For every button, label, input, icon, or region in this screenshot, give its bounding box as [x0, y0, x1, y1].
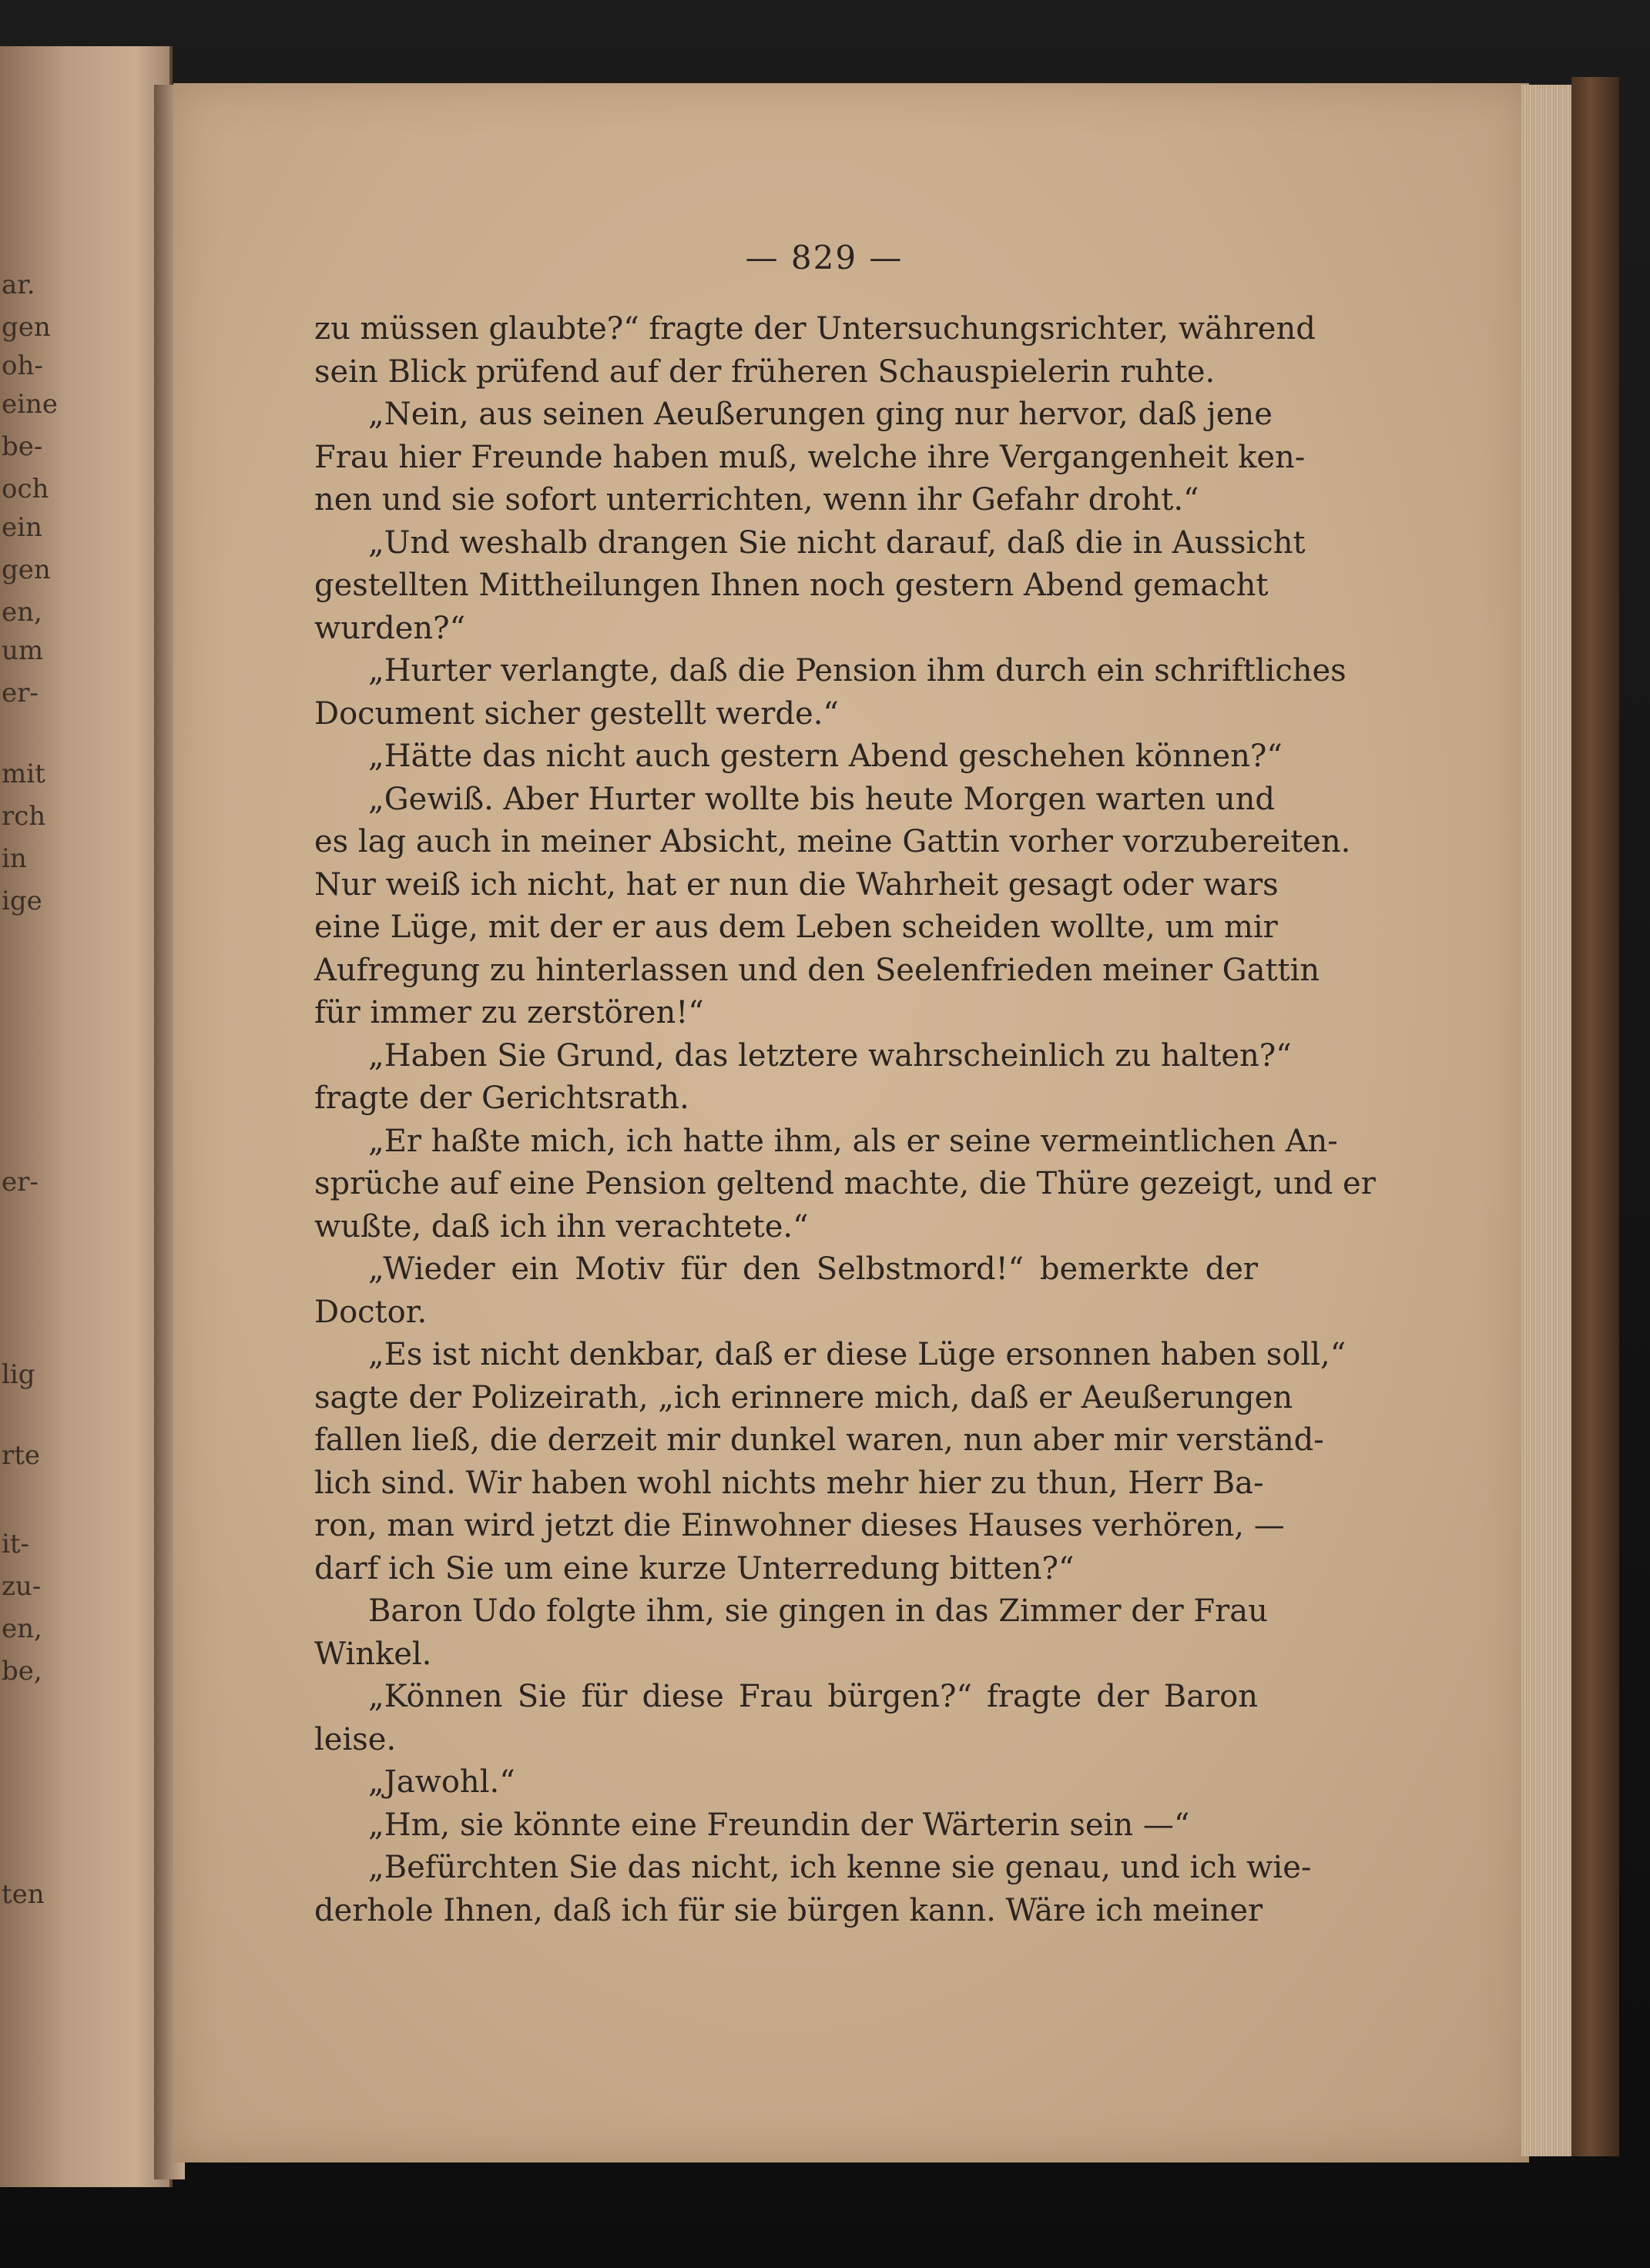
left-page-fragment: er-	[2, 678, 39, 709]
text-line: Document sicher gestellt werde.“	[314, 695, 839, 732]
left-page-fragment: gen	[2, 554, 51, 585]
left-page-fragment: en,	[2, 1613, 42, 1644]
text-line: „Hurter verlangte, daß die Pension ihm durch ein schriftliches	[368, 653, 1346, 688]
text-line: Baron Udo folgte ihm, sie gingen in das Zimmer der Frau	[368, 1593, 1268, 1629]
text-line: für immer zu zerstören!“	[314, 995, 704, 1030]
text-line: „Es ist nicht denkbar, daß er diese Lüge ersonnen haben soll,“	[368, 1337, 1346, 1372]
text-line: eine Lüge, mit der er aus dem Leben scheiden wollte, um mir	[314, 910, 1278, 945]
body-text	[314, 308, 1376, 1932]
text-line: Aufregung zu hinterlassen und den Seelenfrieden meiner Gattin	[314, 952, 1320, 988]
text-line: „Er haßte mich, ich hatte ihm, als er seine vermeintlichen An-	[368, 1123, 1338, 1159]
text-line: fallen ließ, die derzeit mir dunkel waren, nun aber mir verständ-	[314, 1422, 1324, 1458]
text-line: zu müssen glaubte?“ fragte der Untersuchungsrichter, während	[314, 311, 1316, 347]
text-line: ron, man wird jetzt die Einwohner dieses Hauses verhören, —	[314, 1508, 1285, 1543]
left-page-fragment: rte	[2, 1440, 41, 1471]
text-line: gestellten Mittheilungen Ihnen noch gestern Abend gemacht	[314, 568, 1269, 603]
left-page-fragment: it-	[2, 1529, 30, 1559]
text-line: „Können Sie für diese Frau bürgen?“ fragte der Baron	[368, 1679, 1258, 1714]
text-line: Winkel.	[314, 1636, 432, 1672]
left-page-fragment: och	[2, 474, 49, 504]
text-line: derhole Ihnen, daß ich für sie bürgen kann. Wäre ich meiner	[314, 1892, 1263, 1928]
text-line: „Und weshalb drangen Sie nicht darauf, daß die in Aussicht	[368, 524, 1306, 561]
text-line: Nur weiß ich nicht, hat er nun die Wahrheit gesagt oder wars	[314, 866, 1279, 903]
left-page-text-fragments	[0, 46, 59, 2187]
left-page-fragment: zu-	[2, 1571, 42, 1602]
left-page-fragment: mit	[2, 759, 45, 789]
text-line: „Gewiß. Aber Hurter wollte bis heute Morgen warten und	[368, 781, 1276, 817]
left-page-fragment: oh-	[2, 350, 43, 381]
text-line: „Hätte das nicht auch gestern Abend geschehen können?“	[368, 739, 1283, 774]
text-line: fragte der Gerichtsrath.	[314, 1080, 689, 1116]
text-line: lich sind. Wir haben wohl nichts mehr hier zu thun, Herr Ba-	[314, 1465, 1264, 1501]
book-cover-edge	[1571, 77, 1619, 2156]
left-page-fragment: um	[2, 635, 44, 666]
left-page-fragment: lig	[2, 1359, 35, 1390]
text-line: Frau hier Freunde haben muß, welche ihre Vergangenheit ken-	[314, 439, 1306, 475]
text-line: „Befürchten Sie das nicht, ich kenne sie genau, und ich wie-	[368, 1850, 1312, 1885]
text-line: „Hm, sie könnte eine Freundin der Wärterin sein —“	[368, 1807, 1190, 1843]
left-page-fragment: eine	[2, 389, 59, 420]
text-line: wußte, daß ich ihn verachtete.“	[314, 1208, 809, 1245]
page-number: — 829 —	[745, 239, 904, 276]
left-page-fragment: be,	[2, 1656, 42, 1687]
left-page-fragment: er-	[2, 1167, 39, 1198]
left-page-fragment: ten	[2, 1879, 45, 1910]
left-page-fragment: be-	[2, 431, 43, 462]
text-line: wurden?“	[314, 610, 466, 646]
text-line: „Haben Sie Grund, das letztere wahrscheinlich zu halten?“	[368, 1037, 1292, 1074]
text-line: darf ich Sie um eine kurze Unterredung bitten?“	[314, 1550, 1075, 1586]
left-page-fragment: gen	[2, 312, 51, 343]
text-line: es lag auch in meiner Absicht, meine Gattin vorher vorzubereiten.	[314, 824, 1351, 859]
left-page-fragment: rch	[2, 801, 46, 832]
left-page-edge	[0, 46, 173, 2187]
left-page-fragment: ar.	[2, 270, 35, 300]
text-line: sagte der Polizeirath, „ich erinnere mich, daß er Aeußerungen	[314, 1379, 1293, 1415]
text-line: „Jawohl.“	[368, 1764, 515, 1800]
text-line: „Nein, aus seinen Aeußerungen ging nur hervor, daß jene	[368, 397, 1273, 432]
left-page-fragment: in	[2, 843, 27, 874]
text-line: sprüche auf eine Pension geltend machte, die Thüre gezeigt, und er	[314, 1166, 1376, 1201]
text-line: nen und sie sofort unterrichten, wenn ihr Gefahr droht.“	[314, 482, 1199, 518]
text-line: Doctor.	[314, 1294, 428, 1330]
left-page-fragment: ein	[2, 512, 42, 543]
text-line: „Wieder ein Motiv für den Selbstmord!“ bemerkte der	[368, 1251, 1258, 1287]
text-line: sein Blick prüfend auf der früheren Schauspielerin ruhte.	[314, 353, 1216, 390]
page-stack-edges	[1521, 85, 1575, 2156]
text-line: leise.	[314, 1721, 397, 1757]
left-page-fragment: en,	[2, 597, 42, 628]
left-page-fragment: ige	[2, 886, 42, 916]
